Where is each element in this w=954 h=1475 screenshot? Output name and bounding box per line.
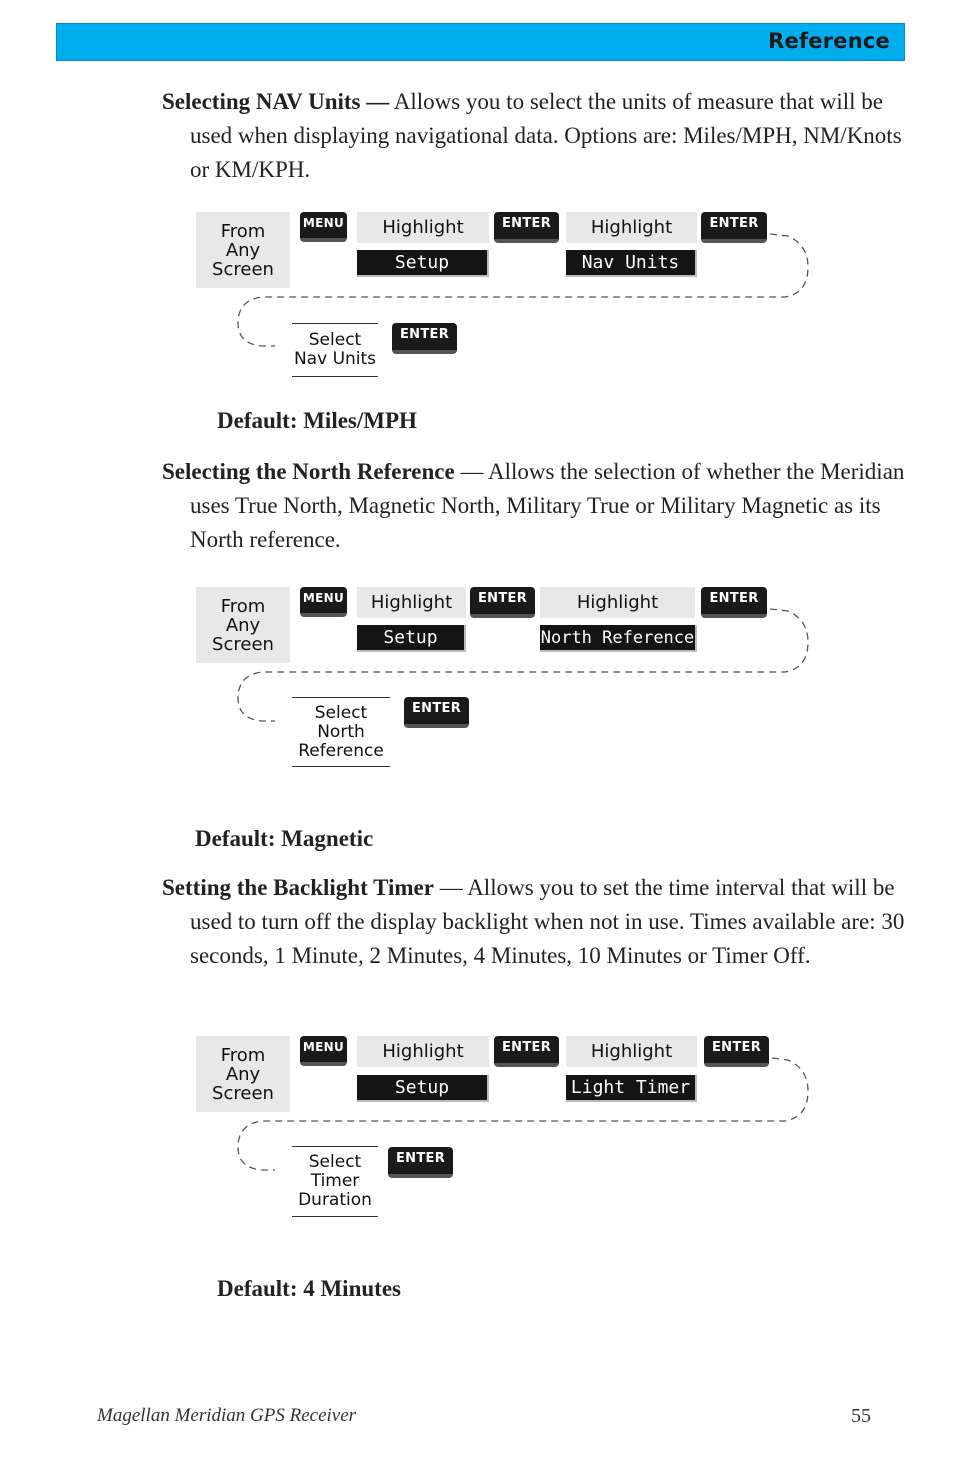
- nav-units-default: Default: Miles/MPH: [217, 408, 417, 433]
- enter-key: ENTER: [470, 587, 535, 618]
- page-number: 55: [851, 1405, 871, 1427]
- north-reference-paragraph: [162, 455, 905, 557]
- enter-key: ENTER: [388, 1147, 453, 1178]
- nav-units-keystroke-diagram: [0, 205, 954, 385]
- select-north-reference-box: Select North Reference: [292, 697, 390, 767]
- highlight-label: Highlight: [357, 587, 466, 618]
- setup-menu-item: Setup: [357, 250, 489, 277]
- footer-document-title: Magellan Meridian GPS Receiver: [97, 1405, 357, 1426]
- section-title: Reference: [768, 29, 890, 53]
- nav-units-heading: Selecting NAV Units —: [162, 89, 390, 114]
- highlight-label: Highlight: [357, 1036, 489, 1067]
- nav-units-paragraph: [162, 85, 905, 187]
- north-reference-heading: Selecting the North Reference: [162, 459, 455, 484]
- north-reference-keystroke-diagram: [0, 580, 954, 760]
- enter-key: ENTER: [404, 697, 469, 728]
- from-any-screen-box: From Any Screen: [196, 587, 290, 663]
- highlight-label: Highlight: [566, 1036, 697, 1067]
- highlight-label: Highlight: [566, 212, 697, 243]
- nav-units-menu-item: Nav Units: [566, 250, 697, 277]
- setup-menu-item: Setup: [357, 1075, 489, 1102]
- menu-key: MENU: [300, 587, 347, 617]
- highlight-label: Highlight: [357, 212, 489, 243]
- highlight-label: Highlight: [540, 587, 695, 618]
- backlight-timer-paragraph: [162, 871, 905, 973]
- menu-key: MENU: [300, 212, 347, 242]
- backlight-timer-heading: Setting the Backlight Timer: [162, 875, 434, 900]
- enter-key: ENTER: [494, 212, 559, 243]
- north-reference-menu-item: North Reference: [540, 625, 697, 652]
- nav-units-description: Allows you to select the units of measure that will be used when displaying navigational data. Options are: Miles/MPH, NM/Knots or KM/KPH.: [190, 89, 902, 182]
- backlight-timer-keystroke-diagram: [0, 1029, 954, 1209]
- light-timer-menu-item: Light Timer: [566, 1075, 697, 1102]
- enter-key: ENTER: [701, 587, 767, 618]
- enter-key: ENTER: [701, 212, 767, 243]
- enter-key: ENTER: [494, 1036, 559, 1067]
- from-any-screen-box: From Any Screen: [196, 212, 290, 288]
- enter-key: ENTER: [392, 323, 457, 354]
- backlight-timer-default: Default: 4 Minutes: [217, 1276, 401, 1301]
- enter-key: ENTER: [704, 1036, 769, 1067]
- backlight-timer-description: — Allows you to set the time interval that will be used to turn off the display backlight when not in use. Times available are: 30 seconds, 1 Minute, 2 Minutes, 4 Minutes, 10 Minutes or Timer Off.: [190, 875, 905, 968]
- from-any-screen-box: From Any Screen: [196, 1036, 290, 1112]
- north-reference-default: Default: Magnetic: [195, 826, 374, 851]
- setup-menu-item: Setup: [357, 625, 466, 652]
- menu-key: MENU: [300, 1036, 347, 1066]
- section-header-bar: [56, 23, 905, 61]
- select-timer-duration-box: Select Timer Duration: [292, 1146, 378, 1217]
- select-nav-units-box: Select Nav Units: [292, 323, 378, 377]
- north-reference-description: — Allows the selection of whether the Meridian uses True North, Magnetic North, Military True or Military Magnetic as its North reference.: [190, 459, 905, 552]
